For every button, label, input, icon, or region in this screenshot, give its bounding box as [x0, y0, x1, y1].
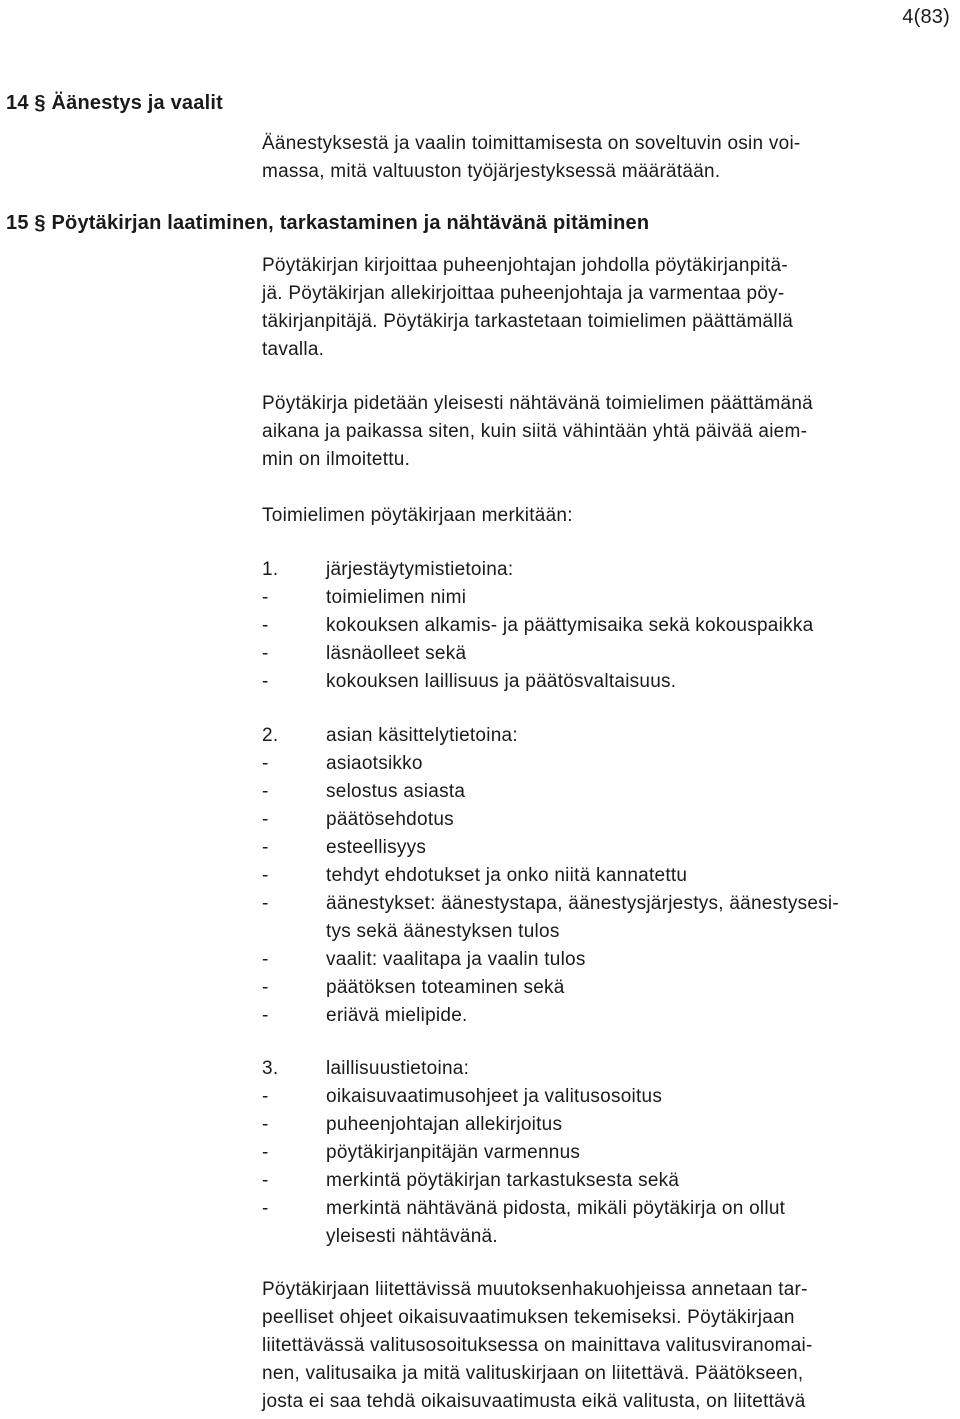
list-item-line: päätösehdotus — [326, 809, 454, 830]
text-line: Pöytäkirja pidetään yleisesti nähtävänä toimielimen päättämänä — [262, 393, 813, 414]
list-item-line: toimielimen nimi — [326, 587, 467, 608]
list-item-marker: - — [262, 1170, 269, 1191]
list-item-line: asiaotsikko — [326, 753, 423, 774]
list-item-line: tehdyt ehdotukset ja onko niitä kannatettu — [326, 865, 688, 886]
list-item-text — [326, 1002, 468, 1030]
list-item-line: yleisesti nähtävänä. — [326, 1226, 498, 1247]
list-item-line: päätöksen toteaminen sekä — [326, 977, 565, 998]
list-item-marker: - — [262, 781, 269, 802]
list-item-text — [326, 668, 676, 696]
list-item-text — [326, 584, 466, 612]
list-item-line: puheenjohtajan allekirjoitus — [326, 1114, 563, 1135]
list-item-line: merkintä nähtävänä pidosta, mikäli pöytäkirja on ollut — [326, 1198, 786, 1219]
text-line: massa, mitä valtuuston työjärjestyksessä määrätään. — [262, 161, 721, 182]
list-item-text — [326, 974, 565, 1002]
list-item — [262, 1002, 954, 1030]
list-item-line: äänestykset: äänestystapa, äänestysjärjestys, äänestysesi- — [326, 893, 839, 914]
list-item-text — [326, 750, 423, 778]
section-15-paragraph-2 — [262, 390, 954, 474]
list-item — [262, 862, 954, 890]
list-item-line: oikaisuvaatimusohjeet ja valitusosoitus — [326, 1086, 663, 1107]
list-item-line: pöytäkirjanpitäjän varmennus — [326, 1142, 581, 1163]
list-item-marker: - — [262, 643, 269, 664]
closing-paragraph — [262, 1276, 954, 1416]
list-title: asian käsittelytietoina: — [326, 725, 518, 746]
list-item-text — [326, 1139, 580, 1167]
list-title-row — [262, 722, 954, 750]
list-item-marker: - — [262, 837, 269, 858]
text-line: nen, valitusaika ja mitä valituskirjaan on liitettävä. Päätökseen, — [262, 1363, 804, 1384]
list-item-marker: - — [262, 753, 269, 774]
list-item — [262, 750, 954, 778]
list-item-line: kokouksen alkamis- ja päättymisaika sekä kokouspaikka — [326, 615, 814, 636]
list-item-marker: - — [262, 1142, 269, 1163]
list-item-text — [326, 862, 687, 890]
list-item-text — [326, 834, 426, 862]
list-item-marker: - — [262, 949, 269, 970]
list-item-marker: - — [262, 865, 269, 886]
list-item-line: eriävä mielipide. — [326, 1005, 468, 1026]
list-item-marker: - — [262, 893, 269, 914]
text-line: min on ilmoitettu. — [262, 449, 411, 470]
list-item-text — [326, 1167, 679, 1195]
section-heading-15: 15 § Pöytäkirjan laatiminen, tarkastaminen ja nähtävänä pitäminen — [6, 212, 650, 234]
list-item-marker: - — [262, 977, 269, 998]
list-item — [262, 806, 954, 834]
list-item-marker: - — [262, 587, 269, 608]
list-number: 1. — [262, 559, 279, 580]
list-item-marker: - — [262, 1114, 269, 1135]
list-item-line: selostus asiasta — [326, 781, 466, 802]
list-title-row — [262, 556, 954, 584]
list-item-line: vaalit: vaalitapa ja vaalin tulos — [326, 949, 586, 970]
list-item — [262, 946, 954, 974]
list-1 — [262, 556, 954, 696]
list-item-text — [326, 1083, 662, 1111]
text-line: peelliset ohjeet oikaisuvaatimuksen tekemiseksi. Pöytäkirjaan — [262, 1307, 795, 1328]
list-3 — [262, 1055, 954, 1251]
list-2 — [262, 722, 954, 1030]
list-item — [262, 1139, 954, 1167]
text-line: tavalla. — [262, 339, 325, 360]
list-item-marker: - — [262, 671, 269, 692]
list-item — [262, 1167, 954, 1195]
list-item — [262, 778, 954, 806]
list-item-text — [326, 778, 465, 806]
list-item-marker: - — [262, 1005, 269, 1026]
list-item-text — [326, 806, 454, 834]
list-item — [262, 668, 954, 696]
list-item-marker: - — [262, 809, 269, 830]
list-item — [262, 1111, 954, 1139]
text-line: jä. Pöytäkirjan allekirjoittaa puheenjohtaja ja varmentaa pöy- — [262, 283, 785, 304]
list-number: 2. — [262, 725, 279, 746]
text-line: Pöytäkirjan kirjoittaa puheenjohtajan johdolla pöytäkirjanpitä- — [262, 255, 788, 276]
section-15-paragraph-1 — [262, 252, 954, 364]
list-item — [262, 640, 954, 668]
list-item-text — [326, 612, 813, 640]
list-item-text — [326, 640, 466, 668]
list-item-line: merkintä pöytäkirjan tarkastuksesta sekä — [326, 1170, 680, 1191]
list-item — [262, 1195, 954, 1251]
list-intro: Toimielimen pöytäkirjaan merkitään: — [262, 505, 573, 526]
text-line: aikana ja paikassa siten, kuin siitä vähintään yhtä päivää aiem- — [262, 421, 808, 442]
list-item-text — [326, 890, 839, 946]
text-line: Äänestyksestä ja vaalin toimittamisesta on soveltuvin osin voi- — [262, 133, 801, 154]
list-item — [262, 834, 954, 862]
section-heading-14: 14 § Äänestys ja vaalit — [6, 92, 223, 114]
list-title-row — [262, 1055, 954, 1083]
list-item — [262, 612, 954, 640]
list-item-text — [326, 946, 586, 974]
text-line: liitettävässä valitusosoituksessa on mainittava valitusviranomai- — [262, 1335, 813, 1356]
list-title: laillisuustietoina: — [326, 1058, 470, 1079]
text-line: josta ei saa tehdä oikaisuvaatimusta eikä valitusta, on liitettävä — [262, 1391, 806, 1412]
list-item-text — [326, 1111, 562, 1139]
list-item — [262, 974, 954, 1002]
text-line: täkirjanpitäjä. Pöytäkirja tarkastetaan toimielimen päättämällä — [262, 311, 794, 332]
page-number: 4(83) — [902, 6, 950, 28]
section-14-paragraph — [262, 130, 954, 186]
list-item-marker: - — [262, 615, 269, 636]
list-item-marker: - — [262, 1086, 269, 1107]
list-item-line: kokouksen laillisuus ja päätösvaltaisuus. — [326, 671, 677, 692]
text-line: Pöytäkirjaan liitettävissä muutoksenhakuohjeissa annetaan tar- — [262, 1279, 808, 1300]
list-item-line: läsnäolleet sekä — [326, 643, 467, 664]
list-item — [262, 890, 954, 946]
list-item-text — [326, 1195, 785, 1251]
list-item — [262, 584, 954, 612]
list-item-line: tys sekä äänestyksen tulos — [326, 921, 560, 942]
list-item-marker: - — [262, 1198, 269, 1219]
list-item — [262, 1083, 954, 1111]
list-item-line: esteellisyys — [326, 837, 427, 858]
list-number: 3. — [262, 1058, 279, 1079]
list-title: järjestäytymistietoina: — [326, 559, 514, 580]
